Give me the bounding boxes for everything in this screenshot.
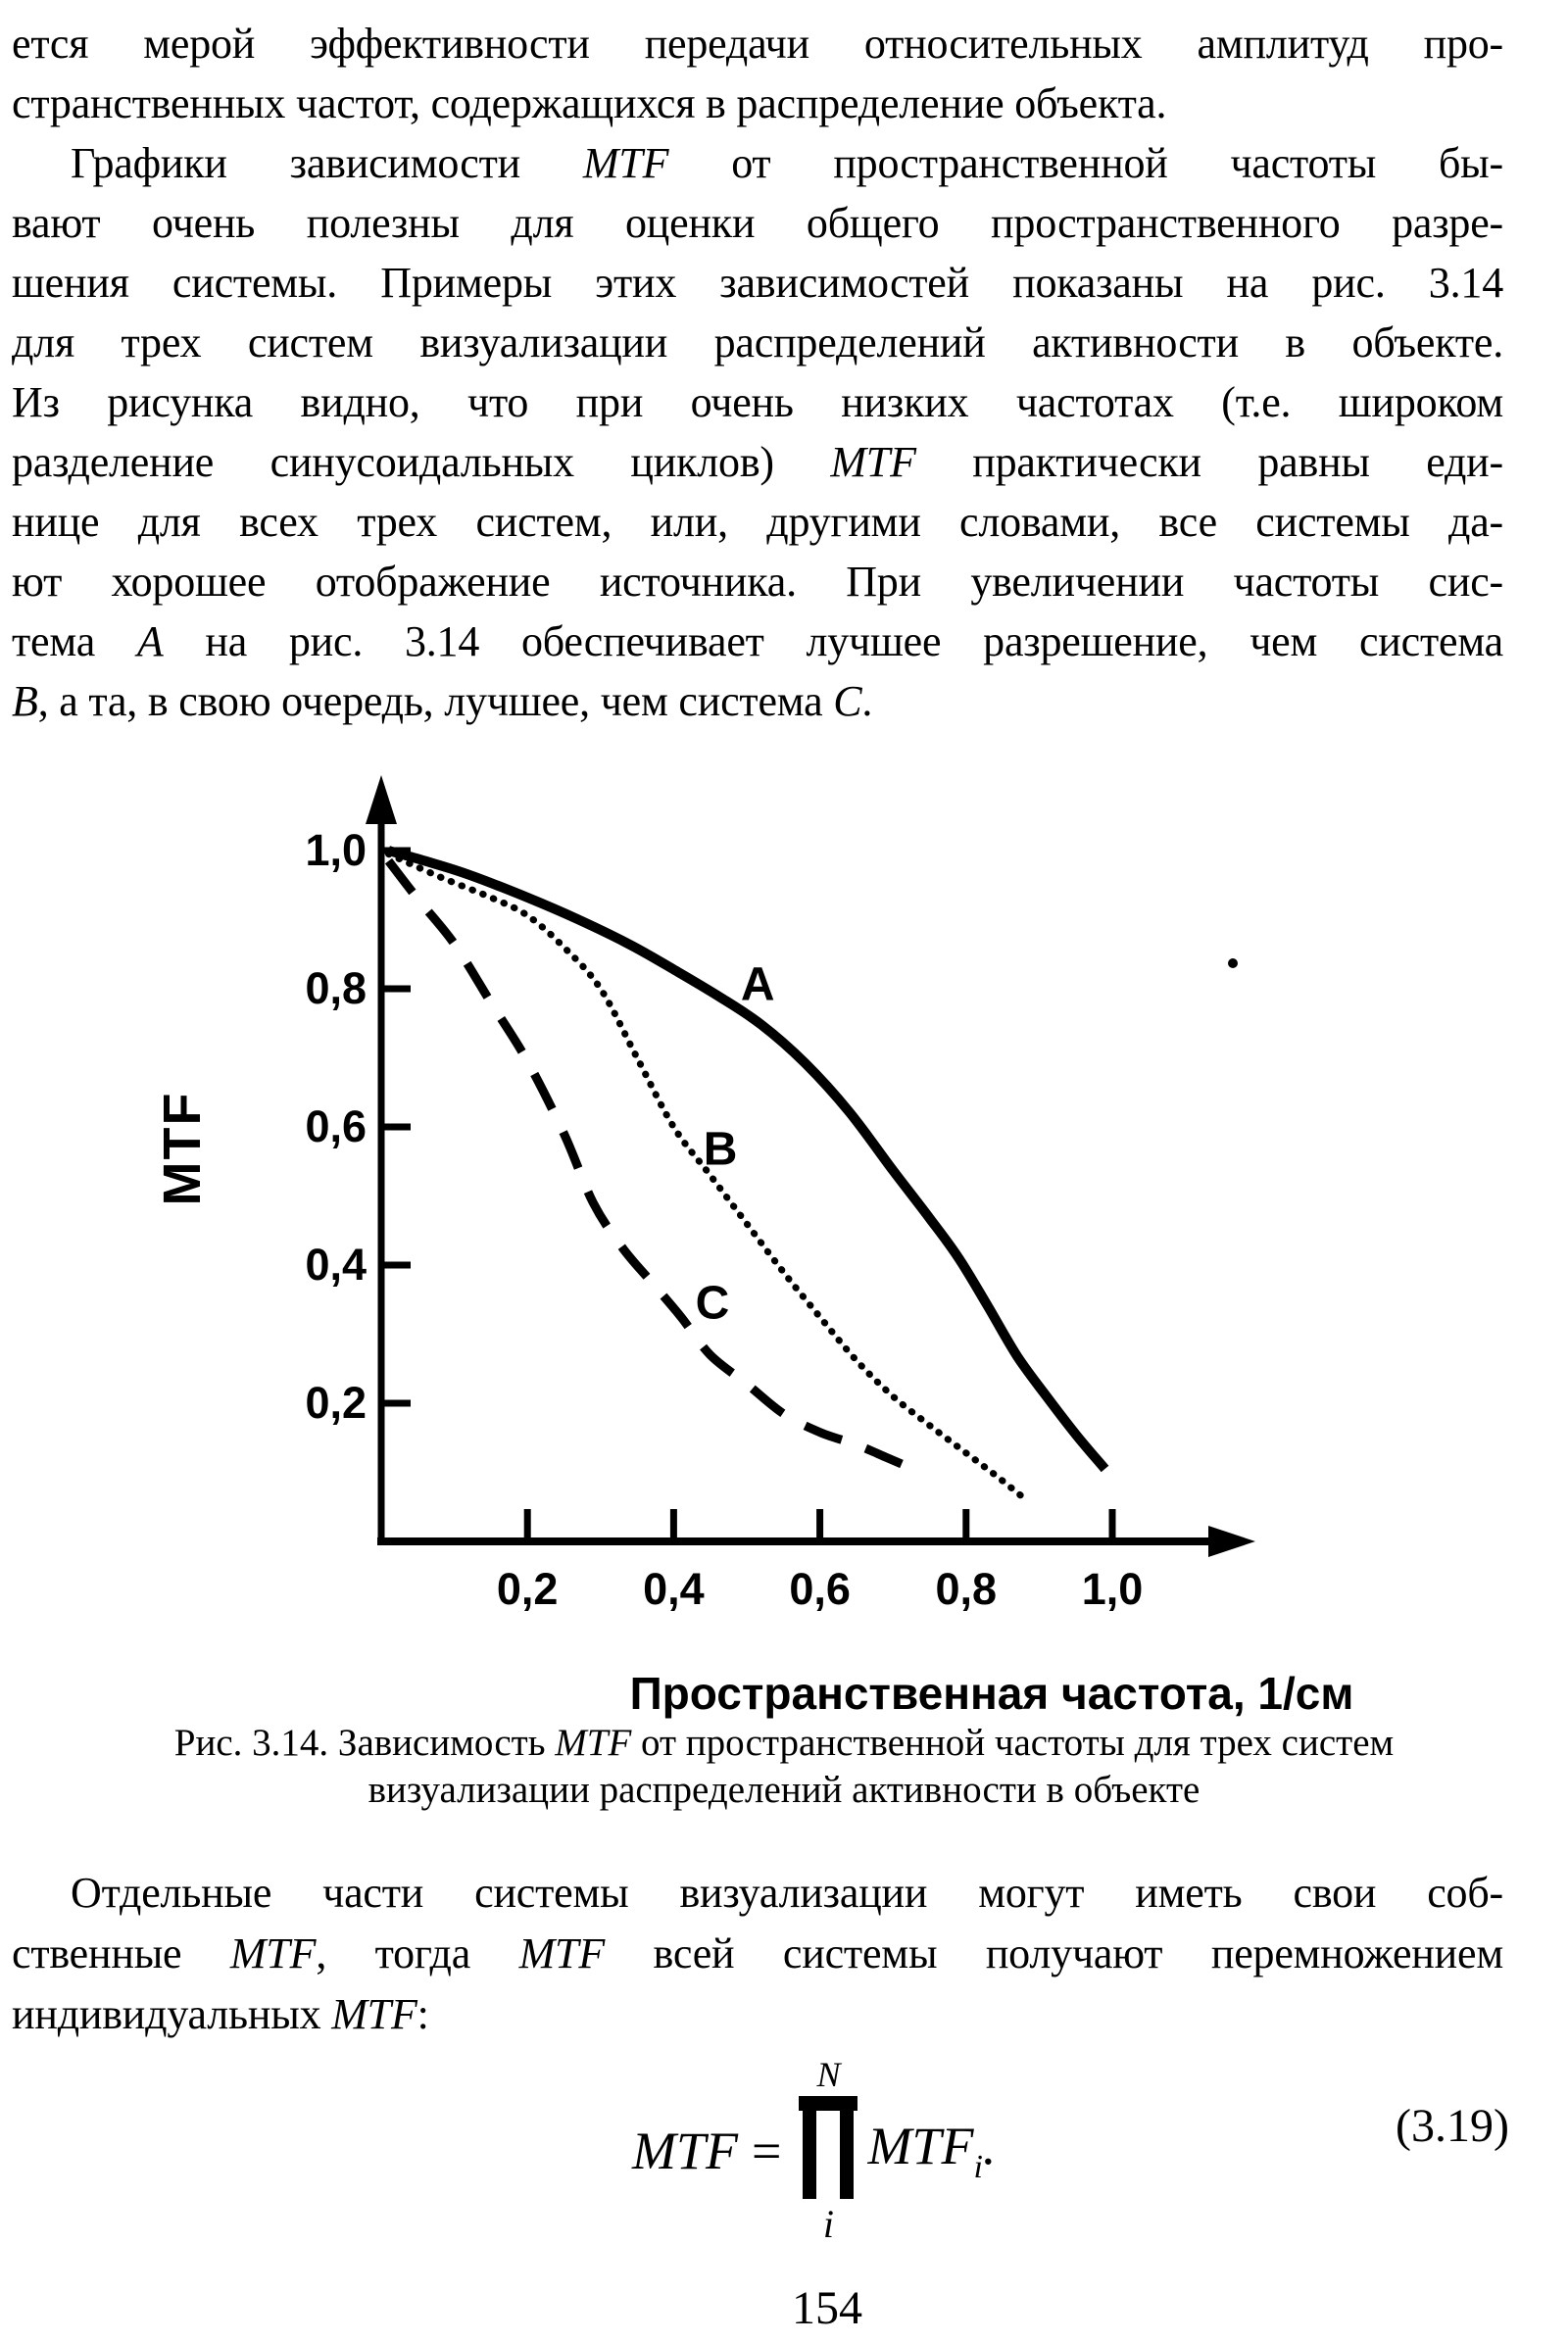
- body-text-line: ют хорошее отображение источника. При увеличении частоты сис-: [12, 558, 1503, 606]
- y-tick-label: 0,8: [305, 963, 367, 1013]
- equals-sign: =: [752, 2121, 782, 2180]
- equation-period: .: [982, 2116, 997, 2175]
- curve-label-b: B: [703, 1123, 738, 1176]
- x-tick-label: 1,0: [1081, 1564, 1144, 1614]
- body-text-line: разделение синусоидальных циклов) MTF практически равны еди-: [12, 438, 1503, 486]
- y-tick-label: 0,4: [305, 1240, 367, 1290]
- body-text-line: индивидуальных MTF:: [12, 1990, 429, 2038]
- curve-label-c: C: [695, 1277, 730, 1330]
- x-tick-label: 0,6: [789, 1564, 851, 1614]
- curve-B: [389, 854, 1025, 1499]
- body-text-line: для трех систем визуализации распределений активности в объекте.: [12, 318, 1503, 366]
- figure-caption-line: Рис. 3.14. Зависимость MTF от пространственной частоты для трех систем: [173, 1722, 1395, 1764]
- equation-rhs: $MTF_i$.: [867, 2116, 997, 2185]
- body-text-line: В, а та, в свою очередь, лучшее, чем система С.: [12, 677, 873, 725]
- product-symbol: [799, 2096, 858, 2199]
- curve-label-a: A: [740, 958, 775, 1011]
- body-text-line: шения системы. Примеры этих зависимостей показаны на рис. 3.14: [12, 259, 1503, 307]
- curve-A: [389, 851, 1105, 1469]
- body-text-line: нице для всех трех систем, или, другими словами, все системы да-: [12, 498, 1503, 546]
- y-tick-label: 1,0: [305, 825, 367, 875]
- equation-number: (3.19): [1396, 2100, 1509, 2152]
- body-text-line: ется мерой эффективности передачи относительных амплитуд про-: [12, 20, 1503, 68]
- page-number: 154: [792, 2282, 862, 2334]
- body-text-line: странственных частот, содержащихся в распределение объекта.: [12, 79, 1167, 127]
- rhs-subscript: i: [973, 2148, 983, 2185]
- product-operator: [799, 2055, 858, 2246]
- x-tick-label: 0,8: [935, 1564, 998, 1614]
- body-text-line: вают очень полезны для оценки общего пространственного разре-: [12, 199, 1503, 247]
- body-text-line: ственные MTF, тогда MTF всей системы получают перемножением: [12, 1929, 1503, 1977]
- x-tick-label: 0,4: [643, 1564, 705, 1614]
- equation-3-19: [632, 2055, 996, 2246]
- product-lower-index: i: [822, 2202, 835, 2246]
- body-text-line: Графики зависимости MTF от пространственной частоты бы-: [71, 139, 1504, 187]
- body-text-line: Отдельные части системы визуализации могут иметь свои соб-: [71, 1869, 1503, 1917]
- y-axis-arrow: [366, 775, 397, 824]
- product-upper-limit: N: [816, 2055, 841, 2094]
- x-axis-arrow: [1208, 1526, 1255, 1557]
- figure-caption-line: визуализации распределений активности в объекте: [368, 1769, 1200, 1811]
- x-axis-title: Пространственная частота, 1/см: [629, 1668, 1354, 1719]
- x-tick-label: 0,2: [496, 1564, 559, 1614]
- equation-lhs: MTF: [632, 2121, 738, 2180]
- body-text-line: Из рисунка видно, что при очень низких частотах (т.е. широком: [12, 378, 1503, 426]
- ink-speck: [1228, 958, 1238, 968]
- after-figure-text-block: [12, 1863, 1503, 2045]
- y-tick-label: 0,6: [305, 1101, 367, 1151]
- y-axis-title: MTF: [153, 1091, 212, 1206]
- y-tick-label: 0,2: [305, 1378, 367, 1428]
- body-text-line: тема А на рис. 3.14 обеспечивает лучшее разрешение, чем система: [12, 617, 1503, 665]
